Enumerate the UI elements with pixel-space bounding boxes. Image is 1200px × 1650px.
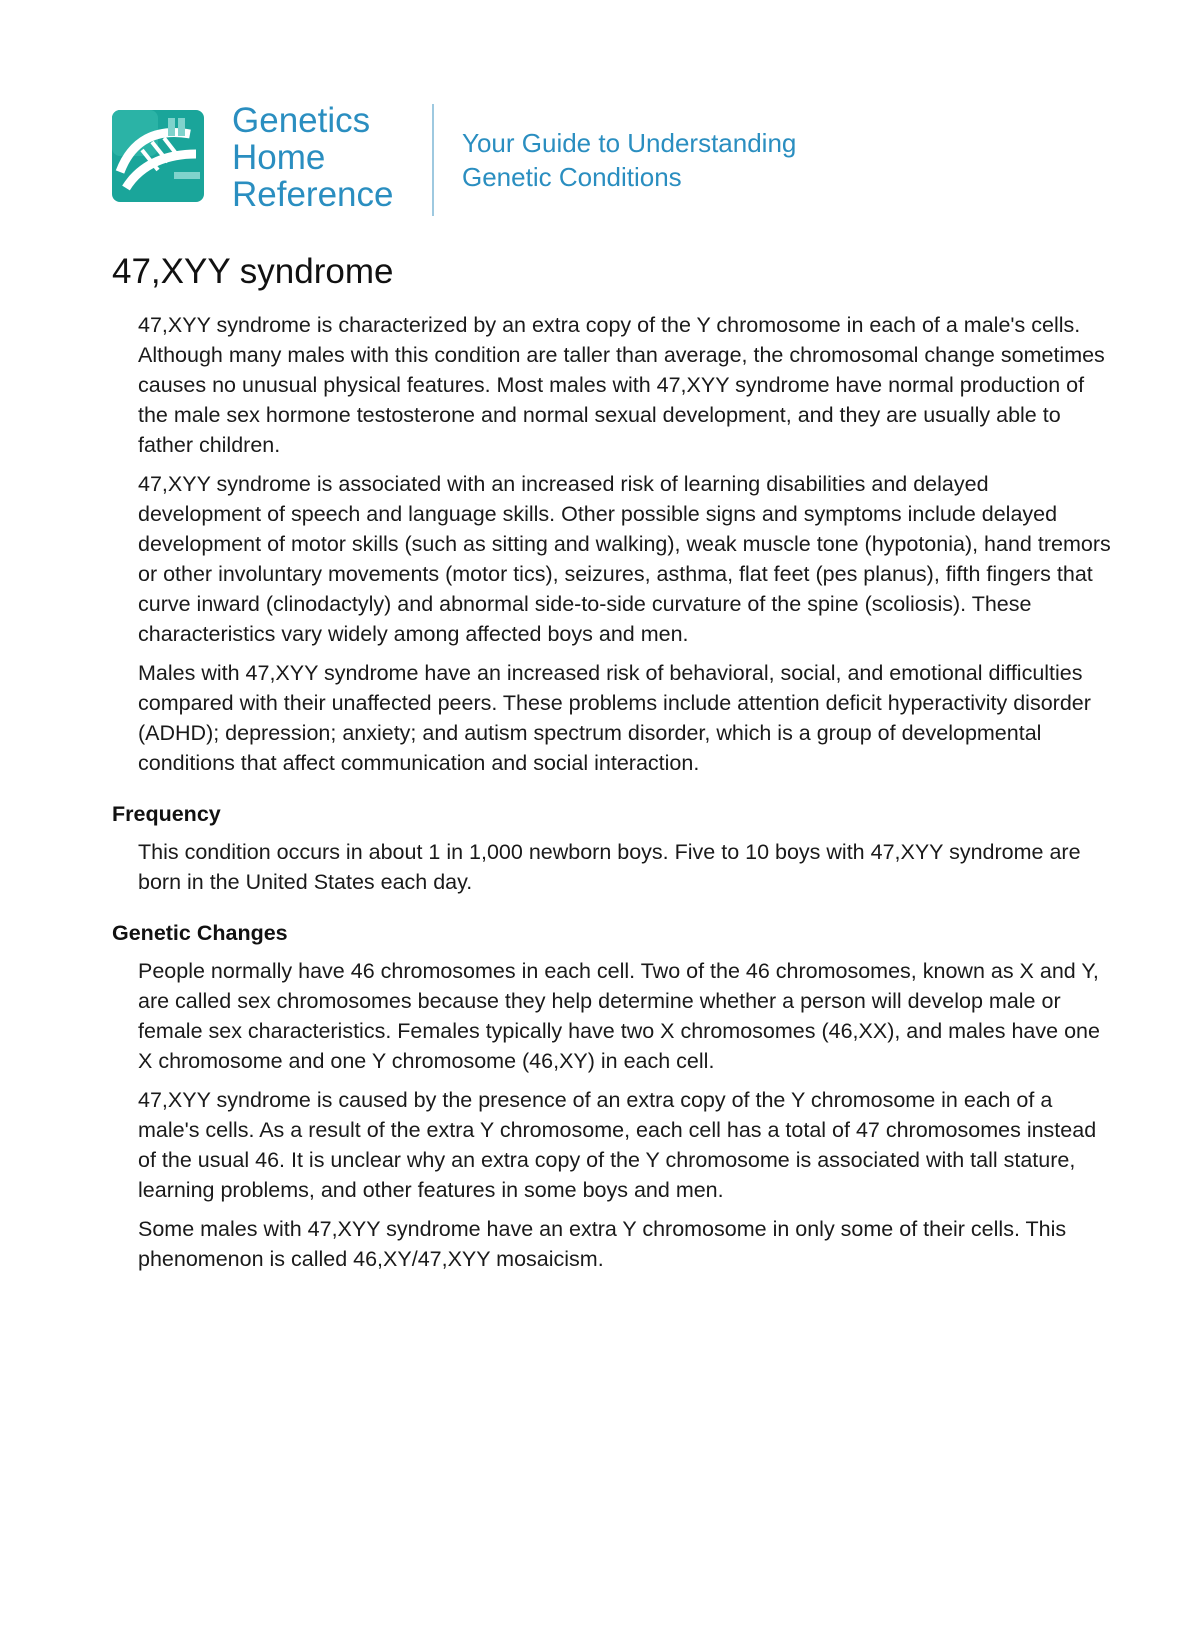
frequency-heading: Frequency (112, 802, 221, 826)
genetic-changes-paragraph-3: Some males with 47,XYY syndrome have an extra Y chromosome in only some of their cells. This phenomenon is called 46,XY/47,XYY mosaicism. (138, 1217, 1067, 1271)
brand-name (232, 102, 393, 213)
genetic-changes-heading: Genetic Changes (112, 921, 288, 945)
tagline-line-1: Your Guide to Understanding (462, 128, 797, 158)
header-divider (432, 104, 434, 216)
dna-helix-icon (112, 110, 204, 202)
genetic-changes-paragraph-2: 47,XYY syndrome is caused by the presence of an extra copy of the Y chromosome in each of a male's cells. As a result of the extra Y chromosome, each cell has a total of 47 chromosomes instead of the usual 46. It is unclear why an extra copy of the Y chromosome is associated with tall stature, learning problems, and other features in some boys and men. (138, 1088, 1097, 1202)
frequency-paragraph: This condition occurs in about 1 in 1,000 newborn boys. Five to 10 boys with 47,XYY syndrome are born in the United States each day. (138, 840, 1081, 894)
intro-paragraph-3: Males with 47,XYY syndrome have an increased risk of behavioral, social, and emotional difficulties compared with their unaffected peers. These problems include attention deficit hyperactivity disorder (ADHD); depression; anxiety; and autism spectrum disorder, which is a group of developmental conditions that affect communication and social interaction. (138, 661, 1091, 775)
article-body (112, 310, 1112, 1283)
brand-line-2: Home (232, 138, 326, 177)
tagline-line-2: Genetic Conditions (462, 162, 682, 192)
genetic-changes-paragraph-1: People normally have 46 chromosomes in each cell. Two of the 46 chromosomes, known as X and Y, are called sex chromosomes because they help determine whether a person will develop male or female sex characteristics. Females typically have two X chromosomes (46,XX), and males have one X chromosome and one Y chromosome (46,XY) in each cell. (138, 959, 1100, 1073)
tagline (462, 126, 796, 194)
intro-paragraph-2: 47,XYY syndrome is associated with an increased risk of learning disabilities and delayed development of speech and language skills. Other possible signs and symptoms include delayed development of motor skills (such as sitting and walking), weak muscle tone (hypotonia), hand tremors or other involuntary movements (motor tics), seizures, asthma, flat feet (pes planus), fifth fingers that curve inward (clinodactyly) and abnormal side-to-side curvature of the spine (scoliosis). These characteristics vary widely among affected boys and men. (138, 472, 1111, 646)
brand-line-3: Reference (232, 175, 394, 214)
intro-paragraph-1: 47,XYY syndrome is characterized by an extra copy of the Y chromosome in each of a male's cells. Although many males with this condition are taller than average, the chromosomal change sometimes causes no unusual physical features. Most males with 47,XYY syndrome have normal production of the male sex hormone testosterone and normal sexual development, and they are usually able to father children. (138, 313, 1105, 457)
page-title: 47,XYY syndrome (112, 252, 394, 291)
brand-line-1: Genetics (232, 101, 371, 140)
page-header (112, 101, 1112, 224)
